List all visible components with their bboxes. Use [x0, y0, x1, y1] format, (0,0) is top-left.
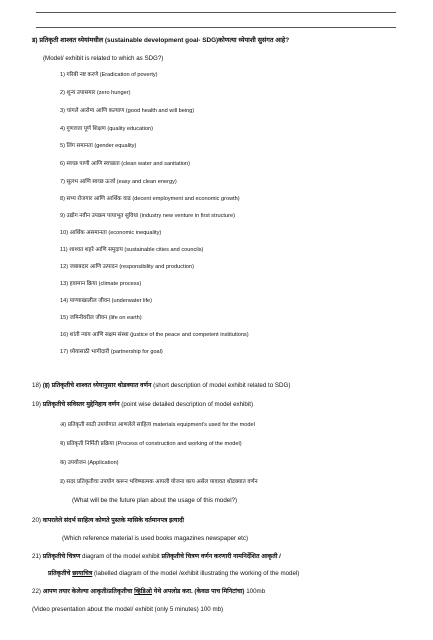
sdg-goal-14: 14) पाण्याखालील जीवन (underwater life)	[60, 298, 153, 304]
question-19-item-c: क) उपयोजन (Application)	[60, 460, 119, 466]
question-21-photo-label: छायाचित्र	[72, 570, 93, 577]
question-18-title: (इ) प्रतिकृतीचे शाश्वत ध्येयानुसार थोडक्यात वर्णन	[42, 382, 152, 389]
question-20-title: वापरलेले संदर्भ साहित्य कोणते पुस्तके मासिके वर्तमानपत्र इत्यादी	[42, 517, 185, 524]
sdg-goal-10: 10) आर्थिक असमानता (economic inequality)	[60, 230, 162, 236]
sdg-goal-9: 9) उद्योग नवीन उपक्रम पायाभूत सुविधा (industry new venture in first structure)	[60, 213, 235, 219]
question-21-model-label: प्रतिकृतीचे	[48, 570, 71, 577]
sdg-goal-7: 7) सुलभ आणि स्वच्छ ऊर्जा (easy and clean energy)	[60, 179, 177, 185]
question-21-diagram-text: diagram of the model exhibit	[82, 553, 160, 560]
sdg-goal-4: 4) गुणवत्ता पूर्ण शिक्षण (quality education)	[60, 126, 154, 132]
question-18-description: (short description of model exhibit related to SDG)	[153, 382, 291, 389]
question-19-item-d: ड) सदर प्रतिकृतीचा उपयोग करून भविष्यात्मक आपली योजना काय असेल यावावत थोडक्यात वर्णन	[60, 479, 258, 485]
sdg-goal-15: 15) जमिनीवरील जीवन (life on earth)	[60, 315, 142, 321]
sdg-goal-16: 16) शांती न्याय आणि सक्षम संस्था (justice of the peace and competent institutions)	[60, 332, 249, 338]
sdg-goal-5: 5) लिंग समानता (gender equality)	[60, 143, 137, 149]
question-22-title: आपण तयार केलेल्या आकृती/प्रतिकृतीचा	[42, 588, 133, 595]
sdg-goal-17: 17) ध्येयासाठी भागीदारी (partnership for goal)	[60, 349, 163, 355]
header-rule-top	[36, 12, 396, 13]
question-22-number: 22)	[32, 588, 41, 595]
question-22-size-limit: 100mb	[246, 588, 266, 595]
question-19-future-plan: (What will be the future plan about the usage of this model?)	[72, 497, 238, 504]
question-19-description: (point wise detailed description of model exhibit)	[121, 401, 254, 408]
sdg-question-subheading: (Model/ exhibit is related to which as SDG?)	[43, 55, 164, 62]
question-22-video-label: व्हिडिओ	[134, 588, 153, 595]
question-21-labelled-diagram-text: (labelled diagram of the model /exhibit illustrating the working of the model)	[94, 570, 300, 577]
question-21	[32, 554, 281, 560]
question-18-number: 18)	[32, 382, 41, 389]
question-19-number: 19)	[32, 401, 41, 408]
question-20-number: 20)	[32, 517, 41, 524]
question-18	[32, 383, 290, 389]
question-19-item-a: अ) प्रतिकृती साठी उपयोगात आणलेले साहित्य materials equipment's used for the model	[60, 422, 255, 428]
question-22-description: (Video presentation about the model/ exhibit (only 5 minutes) 100 mb)	[32, 606, 224, 613]
sdg-goal-2: 2) शून्य उपासमार (zero hunger)	[60, 90, 131, 96]
sdg-question-heading: ड) प्रतिकृती शाश्वत ध्येयांमधील (sustainable development goal- SDG)कोणत्या ध्येयाशी सुसंगत आहे?	[32, 37, 290, 44]
question-20-description: (Which reference material is used books magazines newspaper etc)	[62, 535, 249, 542]
question-21-line-2	[48, 571, 299, 577]
question-19-title: प्रतिकृतीचे सविस्तर मुद्देनिहाय वर्णन	[42, 401, 120, 408]
sdg-goal-3: 3) चांगले आरोग्य आणि कल्याण (good health and will being)	[60, 108, 195, 114]
question-19	[32, 402, 253, 408]
question-21-number: 21)	[32, 553, 41, 560]
question-21-title-continued: प्रतिकृतीचे चित्रण वर्णन करणारी नामनिर्देशित आकृती /	[161, 553, 281, 560]
sdg-goal-12: 12) जबाबदार आणि उत्पादन (responsibility and production)	[60, 264, 194, 270]
question-19-item-b: ब) प्रतिकृती निर्मिती प्रक्रिया (Process of construction and working of the model)	[60, 441, 242, 447]
sdg-goal-6: 6) स्वच्छ पाणी आणि स्वच्छता (clean water and sanitation)	[60, 161, 190, 167]
sdg-goal-13: 13) हवामान क्रिया (climate process)	[60, 281, 142, 287]
sdg-goal-11: 11) शाश्वत शहरे आणि समुदाय (sustainable cities and councils)	[60, 247, 204, 253]
question-21-title: प्रतिकृतीचे चित्रण	[42, 553, 81, 560]
sdg-goal-8: 8) सभ्य रोजगार आणि आर्थिक वाढ (decent employment and economic growth)	[60, 196, 240, 202]
question-22	[32, 589, 265, 595]
question-20	[32, 518, 184, 524]
header-rule-bottom	[36, 27, 396, 28]
question-22-upload-instruction: येथे अपलोड करा. (केवळ पाच मिनिटांचा)	[153, 588, 245, 595]
sdg-goal-1: 1) गरिबी नष्ट करणे (Eradication of poverty)	[60, 72, 158, 78]
